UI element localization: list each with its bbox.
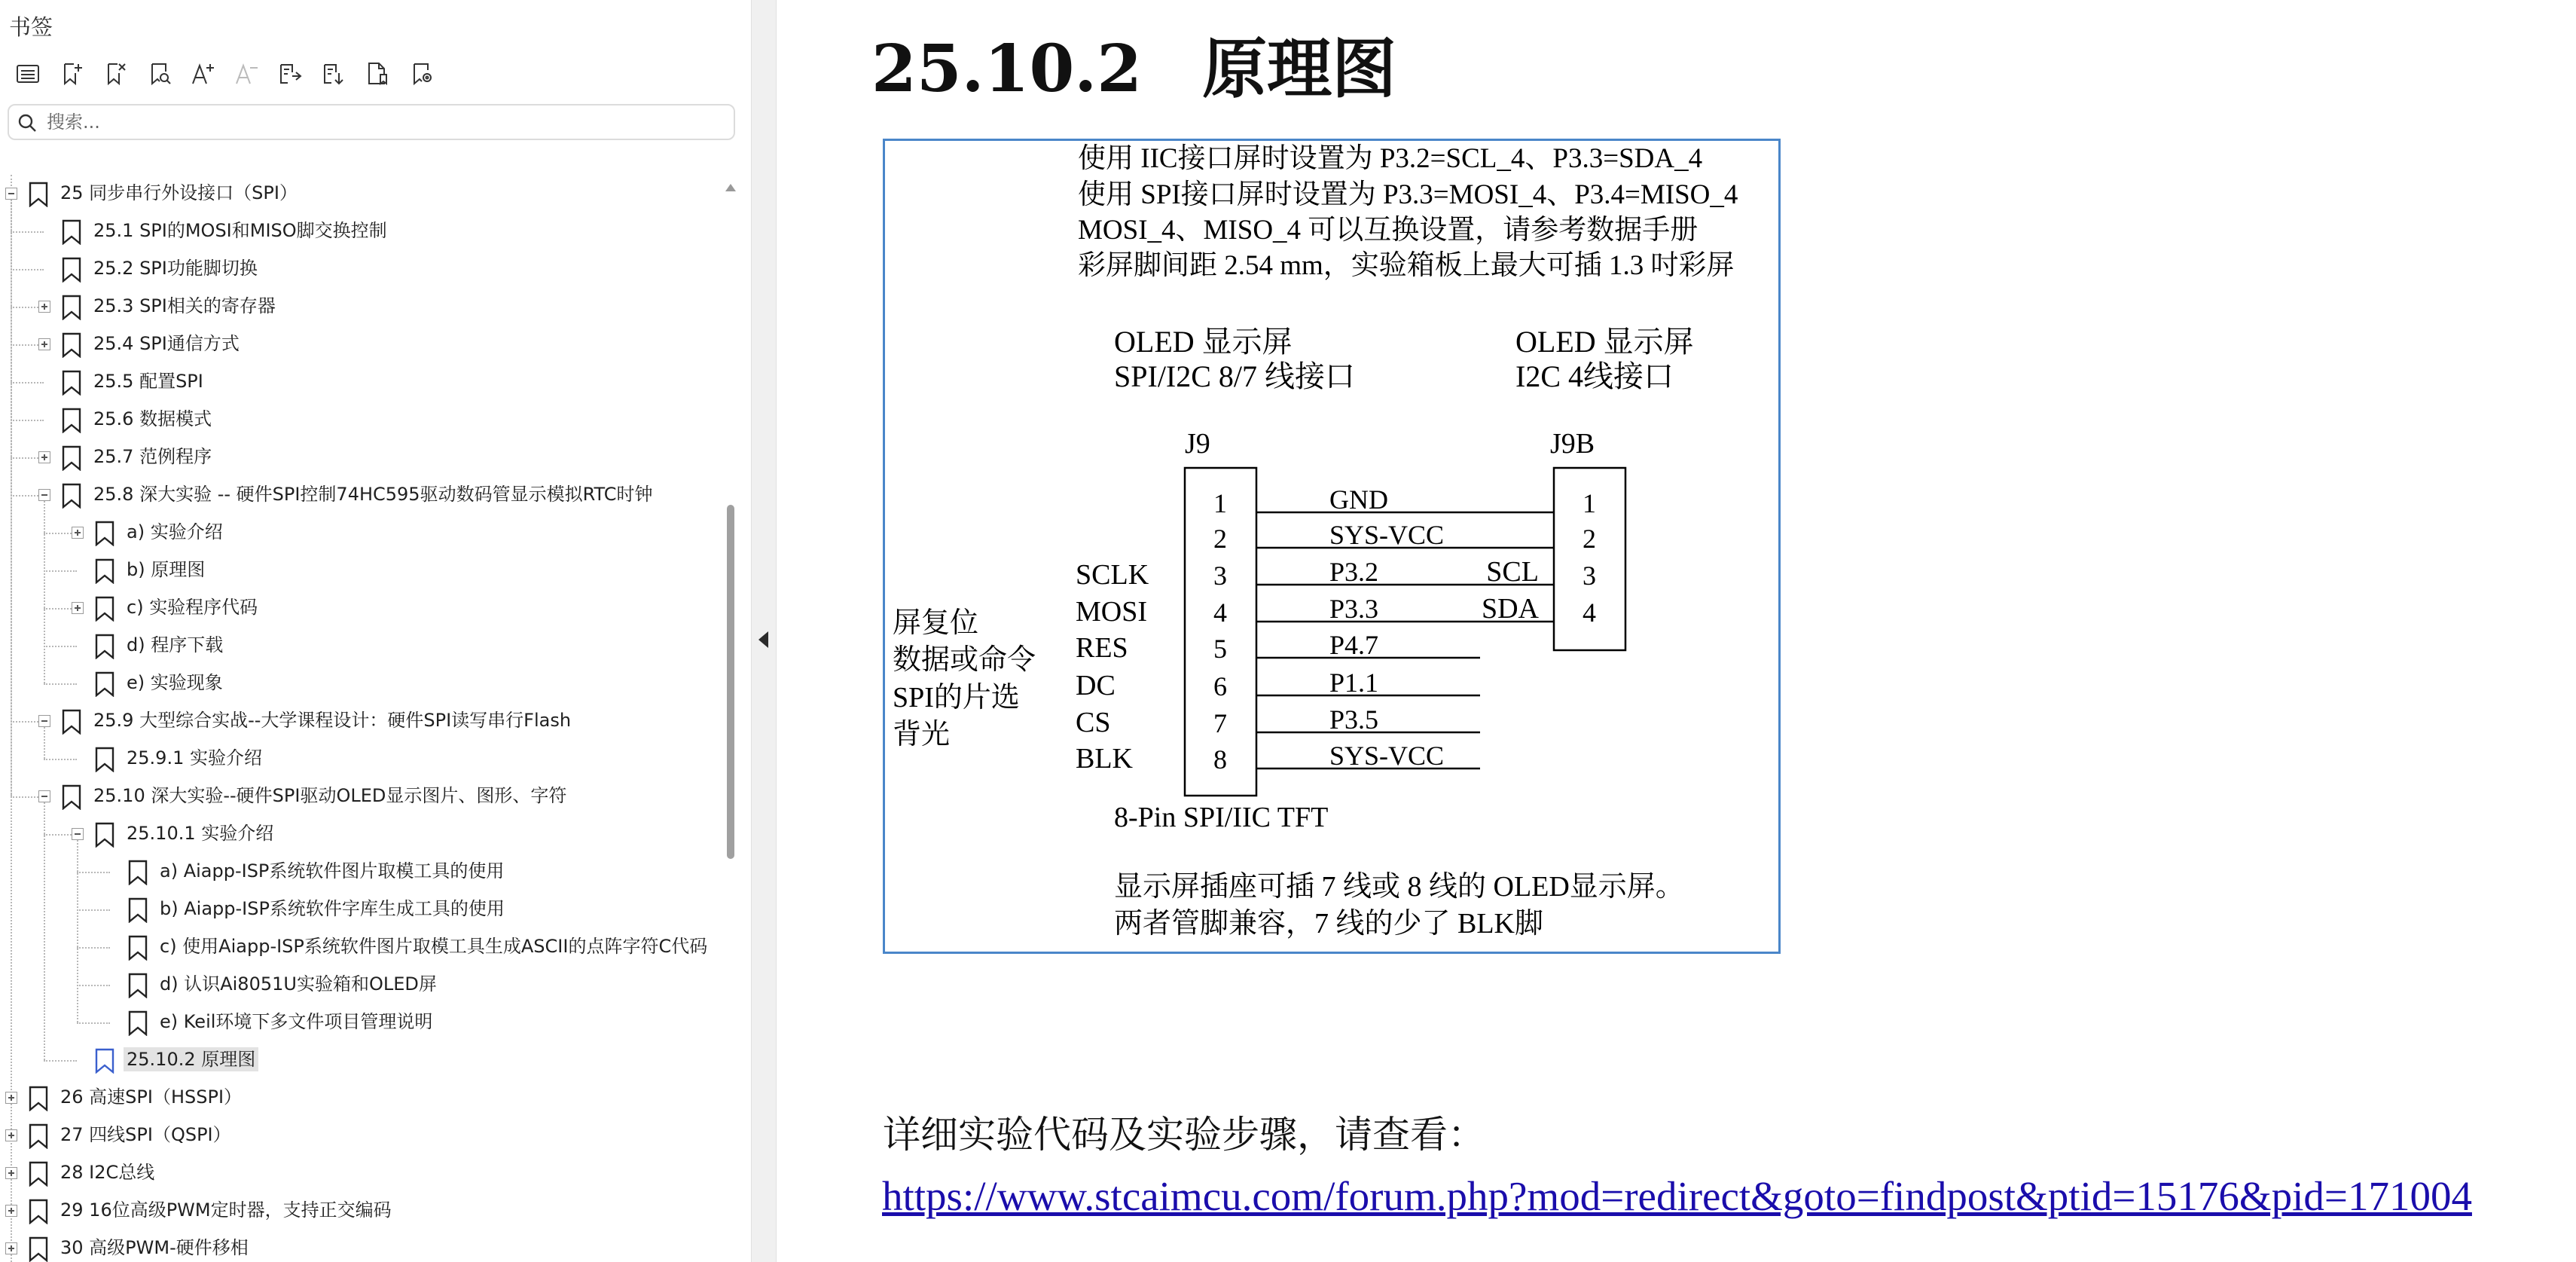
bookmark-item[interactable] — [0, 250, 716, 288]
j9-pin-number: 5 — [1213, 634, 1227, 664]
bookmark-label: 30 高级PWM-硬件移相 — [60, 1237, 249, 1258]
bookmark-item[interactable] — [0, 627, 716, 665]
note-line: MOSI_4、MISO_4 可以互换设置，请参考数据手册 — [1078, 215, 1699, 246]
bookmark-icon — [27, 1236, 50, 1262]
bookmark-icon — [60, 295, 83, 323]
collapse-icon[interactable] — [72, 828, 84, 840]
collapse-icon[interactable] — [38, 489, 50, 501]
add-bookmark-icon[interactable] — [50, 56, 93, 92]
j9-pin-number: 3 — [1213, 561, 1227, 591]
bookmark-icon — [60, 408, 83, 436]
expand-icon[interactable] — [38, 301, 50, 313]
bookmark-item[interactable] — [0, 514, 716, 552]
scroll-up-arrow-icon[interactable] — [725, 184, 736, 191]
bookmark-item[interactable] — [0, 1041, 716, 1079]
detail-text: 详细实验代码及实验步骤，请查看： — [883, 1113, 1485, 1157]
side-note: 数据或命令 — [893, 644, 1036, 676]
find-bookmark-icon[interactable] — [137, 56, 181, 92]
bookmark-icon — [27, 1199, 50, 1227]
side-note: 屏复位 — [893, 607, 979, 639]
bookmark-item[interactable] — [0, 1192, 716, 1230]
bookmark-icon — [93, 747, 116, 775]
bookmark-item[interactable] — [0, 928, 716, 966]
bookmark-icon — [127, 1010, 149, 1039]
net-label: P3.2 — [1329, 557, 1379, 587]
section-title: 原理图 — [1202, 31, 1397, 107]
bookmark-item[interactable] — [0, 1230, 716, 1262]
bookmark-item[interactable] — [0, 363, 716, 401]
collapse-icon[interactable] — [38, 790, 50, 802]
bookmark-label: 25.10 深大实验--硬件SPI驱动OLED显示图片、图形、字符 — [93, 785, 567, 806]
bookmark-icon — [127, 935, 149, 964]
collapse-panel-icon[interactable] — [758, 631, 768, 648]
bookmark-search-box[interactable] — [8, 104, 735, 140]
note-line: 使用 SPI接口屏时设置为 P3.3=MOSI_4、P3.4=MISO_4 — [1078, 179, 1738, 210]
i2c-function-label: SDA — [1481, 593, 1539, 625]
bookmark-label: 27 四线SPI（QSPI） — [60, 1124, 231, 1145]
j9-pin-number: 1 — [1213, 488, 1227, 518]
expand-icon[interactable] — [5, 1242, 17, 1254]
left-header-line: SPI/I2C 8/7 线接口 — [1114, 359, 1356, 393]
footer-note-line: 两者管脚兼容，7 线的少了 BLK脚 — [1114, 908, 1544, 940]
expand-icon[interactable] — [5, 1167, 17, 1179]
bookmark-item[interactable] — [0, 325, 716, 363]
bookmark-label: e) 实验现象 — [127, 672, 223, 693]
collapse-all-icon[interactable] — [312, 56, 356, 92]
bookmark-icon — [60, 332, 83, 361]
bookmark-item[interactable] — [0, 1154, 716, 1192]
i2c-function-label: SCL — [1486, 556, 1539, 588]
bookmark-label: 28 I2C总线 — [60, 1162, 155, 1183]
forum-link[interactable]: https://www.stcaimcu.com/forum.php?mod=redirect&goto=findpost&ptid=15176&pid=171004 — [882, 1173, 2472, 1219]
pin-function-label: SCLK — [1076, 559, 1149, 591]
bookmark-panel-title: 书签 — [9, 14, 53, 40]
j9b-pin-number: 3 — [1583, 561, 1596, 591]
right-header-line: OLED 显示屏 — [1515, 325, 1694, 359]
bookmark-item[interactable] — [0, 1079, 716, 1117]
bookmark-icon — [27, 182, 50, 210]
net-label: P1.1 — [1329, 668, 1379, 698]
schematic-notes — [1078, 142, 1738, 281]
pin-function-label: BLK — [1076, 743, 1133, 775]
expand-all-icon[interactable] — [268, 56, 312, 92]
bookmark-icon — [93, 1048, 116, 1077]
net-label: SYS-VCC — [1329, 741, 1445, 771]
left-header-line: OLED 显示屏 — [1114, 325, 1293, 359]
bookmark-label: 25.4 SPI通信方式 — [93, 333, 240, 354]
bookmark-item[interactable] — [0, 589, 716, 627]
connector-caption: 8-Pin SPI/IIC TFT — [1114, 802, 1329, 833]
bookmark-item[interactable] — [0, 212, 716, 250]
bookmark-icon — [93, 634, 116, 662]
expand-icon[interactable] — [38, 451, 50, 463]
bookmark-label: 25.3 SPI相关的寄存器 — [93, 295, 276, 316]
bookmark-icon — [27, 1161, 50, 1190]
bookmark-label: c) 使用Aiapp-ISP系统软件图片取模工具生成ASCII的点阵字符C代码 — [160, 936, 708, 957]
j9b-label: J9B — [1550, 428, 1595, 460]
right-header-line: I2C 4线接口 — [1515, 359, 1674, 393]
bookmark-label: 25.9.1 实验介绍 — [127, 747, 262, 769]
bookmark-label: b) 原理图 — [127, 559, 206, 580]
footer-notes — [1114, 871, 1684, 940]
bookmark-label: 25.7 范例程序 — [93, 446, 212, 467]
bookmark-label: a) Aiapp-ISP系统软件图片取模工具的使用 — [160, 860, 505, 882]
search-input[interactable] — [47, 110, 710, 134]
bookmark-icon — [60, 784, 83, 813]
net-label: P3.3 — [1329, 594, 1379, 624]
j9b-pin-number: 1 — [1583, 488, 1596, 518]
bookmark-icon — [127, 897, 149, 926]
bookmark-label: e) Keil环境下多文件项目管理说明 — [160, 1011, 433, 1032]
bookmark-label: d) 程序下载 — [127, 634, 224, 655]
bookmark-icon — [60, 257, 83, 286]
bookmark-icon — [93, 558, 116, 587]
pin-function-label: RES — [1076, 632, 1128, 664]
j9-pin-number: 8 — [1213, 744, 1227, 775]
j9-pin-number: 4 — [1213, 597, 1227, 628]
document-view — [777, 0, 2576, 1262]
bookmark-label: 25.6 数据模式 — [93, 408, 212, 429]
bookmark-label: 25.9 大型综合实战--大学课程设计：硬件SPI读写串行Flash — [93, 710, 572, 731]
bookmark-label: c) 实验程序代码 — [127, 597, 258, 618]
bookmark-label: 25.5 配置SPI — [93, 371, 203, 392]
collapse-icon[interactable] — [5, 188, 17, 200]
scrollbar-thumb[interactable] — [727, 505, 734, 859]
expand-icon[interactable] — [72, 602, 84, 614]
section-heading — [871, 17, 1396, 110]
bookmark-item[interactable] — [0, 740, 716, 778]
bookmark-label: 25.1 SPI的MOSI和MISO脚交换控制 — [93, 220, 387, 241]
net-label: GND — [1329, 484, 1388, 515]
j9b-pin-number: 4 — [1583, 597, 1596, 628]
j9-label: J9 — [1185, 428, 1210, 460]
footer-note-line: 显示屏插座可插 7 线或 8 线的 OLED显示屏。 — [1114, 871, 1684, 903]
bookmark-icon — [60, 219, 83, 248]
expand-icon[interactable] — [38, 338, 50, 350]
schematic-figure — [883, 139, 1781, 954]
pin-function-label: CS — [1076, 707, 1111, 738]
bookmark-item[interactable] — [0, 552, 716, 589]
bookmark-item[interactable] — [0, 891, 716, 928]
bookmark-label: 25.2 SPI功能脚切换 — [93, 258, 258, 279]
enlarge-text-icon[interactable] — [181, 56, 224, 92]
bookmark-label: 25.10.2 原理图 — [124, 1047, 258, 1071]
bookmark-icon — [27, 1123, 50, 1152]
bookmark-item[interactable] — [0, 966, 716, 1004]
bookmark-label: a) 实验介绍 — [127, 521, 223, 542]
list-view-icon[interactable] — [6, 56, 50, 92]
j9-pin-number: 7 — [1213, 708, 1227, 738]
bookmark-item[interactable] — [0, 815, 716, 853]
bookmark-icon — [93, 596, 116, 625]
note-line: 使用 IIC接口屏时设置为 P3.2=SCL_4、P3.3=SDA_4 — [1078, 143, 1703, 174]
side-note: 背光 — [893, 719, 951, 750]
bookmark-tree — [0, 175, 716, 1262]
bookmark-panel — [0, 0, 751, 1262]
bookmark-label: 25.10.1 实验介绍 — [127, 823, 274, 844]
reduce-text-icon[interactable] — [224, 56, 268, 92]
connector-headers — [1114, 325, 1694, 393]
schematic-drawing — [885, 141, 1778, 952]
bookmark-item[interactable] — [0, 702, 716, 740]
bookmark-item[interactable] — [0, 853, 716, 891]
net-label: P4.7 — [1329, 630, 1379, 660]
bookmark-item[interactable] — [0, 665, 716, 702]
expand-icon[interactable] — [5, 1092, 17, 1104]
bookmark-icon — [93, 521, 116, 549]
j9b-pin-number: 2 — [1583, 524, 1596, 554]
bookmark-toolbar — [6, 56, 443, 92]
bookmark-item[interactable] — [0, 778, 716, 815]
note-line: 彩屏脚间距 2.54 mm，实验箱板上最大可插 1.3 吋彩屏 — [1078, 250, 1735, 281]
bookmark-properties-icon[interactable] — [399, 56, 443, 92]
bookmark-label: 26 高速SPI（HSSPI） — [60, 1086, 243, 1108]
net-label: P3.5 — [1329, 704, 1379, 735]
bookmark-item[interactable] — [0, 175, 716, 212]
bookmark-icon — [60, 709, 83, 738]
expand-icon[interactable] — [5, 1129, 17, 1141]
delete-bookmark-icon[interactable] — [93, 56, 137, 92]
j9-pin-number: 6 — [1213, 671, 1227, 701]
bookmark-icon — [127, 860, 149, 888]
bookmark-icon — [93, 822, 116, 851]
bookmark-icon — [93, 671, 116, 700]
bookmark-icon — [60, 370, 83, 399]
bookmark-item[interactable] — [0, 1004, 716, 1041]
search-icon — [17, 112, 38, 136]
bookmark-item[interactable] — [0, 288, 716, 325]
side-note: SPI的片选 — [893, 682, 1020, 714]
bookmark-item[interactable] — [0, 476, 716, 514]
expand-icon[interactable] — [72, 527, 84, 539]
bookmark-icon — [127, 973, 149, 1001]
pin-function-label: DC — [1076, 670, 1116, 701]
bookmark-label: 25.8 深大实验 -- 硬件SPI控制74HC595驱动数码管显示模拟RTC时钟 — [93, 484, 653, 505]
net-label: SYS-VCC — [1329, 520, 1445, 550]
bookmark-icon — [60, 483, 83, 512]
sidebar-scrollbar[interactable] — [722, 173, 740, 1262]
section-number: 25.10.2 — [871, 31, 1143, 107]
bookmark-page-icon[interactable] — [356, 56, 399, 92]
bookmark-item[interactable] — [0, 438, 716, 476]
expand-icon[interactable] — [5, 1205, 17, 1217]
bookmark-item[interactable] — [0, 1117, 716, 1154]
j9-pin-number: 2 — [1213, 524, 1227, 554]
bookmark-label: b) Aiapp-ISP系统软件字库生成工具的使用 — [160, 898, 505, 919]
bookmark-item[interactable] — [0, 401, 716, 438]
pin-function-label: MOSI — [1076, 596, 1148, 628]
collapse-icon[interactable] — [38, 715, 50, 727]
bookmark-label: 29 16位高级PWM定时器，支持正交编码 — [60, 1199, 392, 1221]
bookmark-label: d) 认识Ai8051U实验箱和OLED屏 — [160, 973, 437, 995]
panel-splitter[interactable] — [751, 0, 777, 1262]
bookmark-icon — [27, 1086, 50, 1114]
bookmark-icon — [60, 445, 83, 474]
bookmark-label: 25 同步串行外设接口（SPI） — [60, 182, 298, 203]
